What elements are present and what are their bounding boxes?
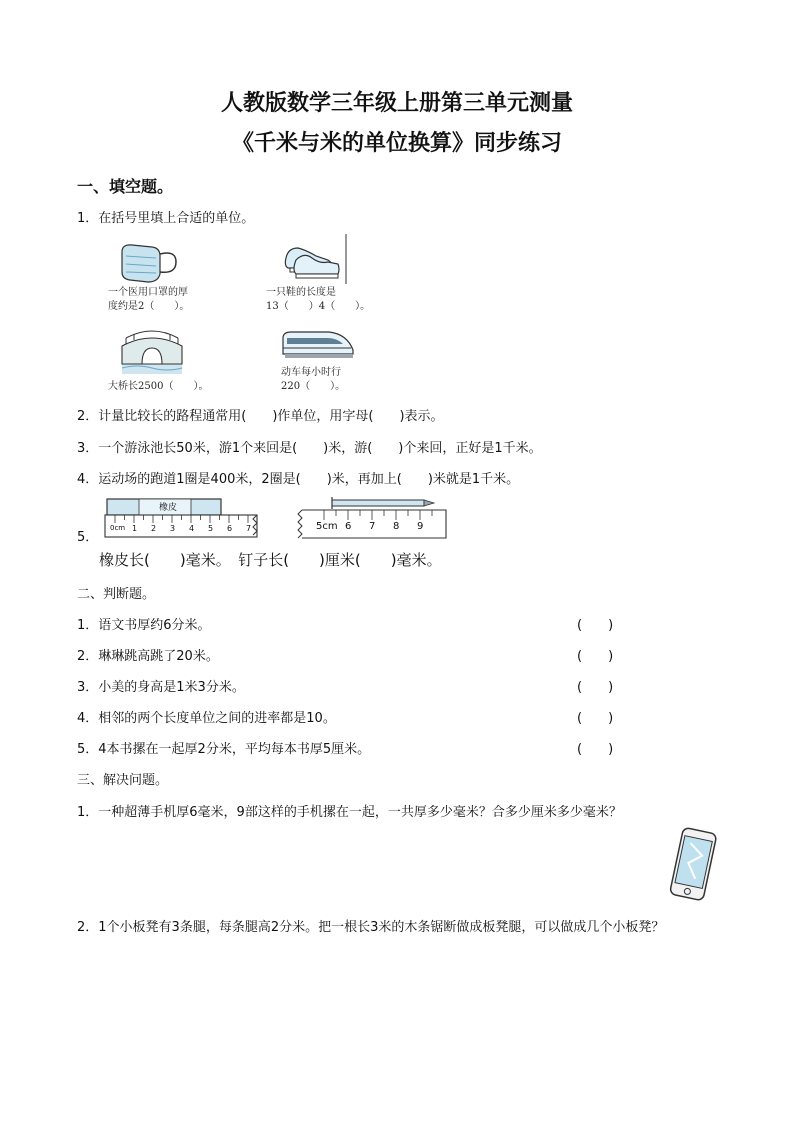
face-mask-icon	[118, 240, 180, 286]
ruler1-tick-7: 7	[246, 524, 252, 533]
ruler1-tick-4: 4	[189, 524, 195, 533]
judge-answer-box-4: ( )	[577, 711, 614, 726]
section-1-heading: 一、填空题。	[77, 177, 174, 196]
mask-caption-line-2: 度约是2（ ）。	[108, 301, 190, 312]
title-line-1: 人教版数学三年级上册第三单元测量	[220, 90, 573, 116]
ruler2-tick-7: 7	[369, 521, 376, 532]
train-caption-line-1: 动车每小时行	[281, 367, 341, 378]
ruler1-tick-0: 0cm	[110, 524, 126, 532]
bridge-icon	[122, 326, 182, 374]
eraser-label: 橡皮	[159, 503, 178, 513]
ruler1-tick-6: 6	[227, 524, 233, 533]
question-1-1: 1．在括号里填上合适的单位。	[77, 211, 255, 226]
shoe-caption-line-2: 13（ ）4（ ）。	[266, 301, 371, 312]
judge-answer-box-1: ( )	[577, 618, 614, 633]
bullet-train-icon	[281, 324, 355, 362]
ruler2-tick-5: 5cm	[316, 521, 338, 532]
judge-answer-box-5: ( )	[577, 742, 614, 757]
judge-item-4: 4．相邻的两个长度单位之间的进率都是10。	[77, 711, 336, 726]
section-3-heading: 三、解决问题。	[77, 773, 169, 788]
ruler2-tick-9: 9	[417, 521, 424, 532]
ruler1-tick-3: 3	[170, 524, 176, 533]
judge-item-2: 2．琳琳跳高跳了20米。	[77, 649, 219, 664]
shoe-icon	[282, 234, 348, 284]
question-1-3: 3．一个游泳池长50米，游1个来回是( )米，游( )个来回，正好是1千米。	[77, 441, 542, 456]
mask-caption-line-1: 一个医用口罩的厚	[108, 287, 188, 298]
judge-answer-box-2: ( )	[577, 649, 614, 664]
judge-item-3: 3．小美的身高是1米3分米。	[77, 680, 245, 695]
title-line-2: 《千米与米的单位换算》同步练习	[231, 130, 562, 156]
question-1-2: 2．计量比较长的路程通常用( )作单位，用字母( )表示。	[77, 409, 444, 424]
problem-1: 1．一种超薄手机厚6毫米，9部这样的手机摞在一起，一共厚多少毫米？合多少厘米多少毫米？	[77, 805, 622, 820]
smartphone-icon	[666, 826, 720, 904]
shoe-caption-line-1: 一只鞋的长度是	[266, 287, 336, 298]
question-1-4: 4．运动场的跑道1圈是400米，2圈是( )米，再加上( )米就是1千米。	[77, 472, 520, 487]
problem-2: 2．1个小板凳有3条腿，每条腿高2分米。把一根长3米的木条锯断做成板凳腿，可以做成几个小板凳？	[77, 920, 665, 935]
question-1-5-number: 5．	[77, 530, 99, 545]
ruler1-tick-5: 5	[208, 524, 214, 533]
ruler-with-nail	[298, 496, 450, 540]
judge-item-1: 1．语文书厚约6分米。	[77, 618, 211, 633]
section-2-heading: 二、判断题。	[77, 587, 156, 602]
judge-item-5: 5．4本书摞在一起厚2分米，平均每本书厚5厘米。	[77, 742, 371, 757]
ruler2-tick-8: 8	[393, 521, 400, 532]
question-1-5-answer-line: 橡皮长( )毫米。 钉子长( )厘米( )毫米。	[99, 551, 442, 569]
train-caption-line-2: 220（ ）。	[281, 381, 346, 392]
ruler2-tick-6: 6	[345, 521, 352, 532]
ruler1-tick-1: 1	[132, 524, 138, 533]
judge-answer-box-3: ( )	[577, 680, 614, 695]
bridge-caption: 大桥长2500（ ）。	[108, 381, 209, 392]
ruler-with-eraser	[103, 497, 261, 539]
ruler1-tick-2: 2	[151, 524, 157, 533]
